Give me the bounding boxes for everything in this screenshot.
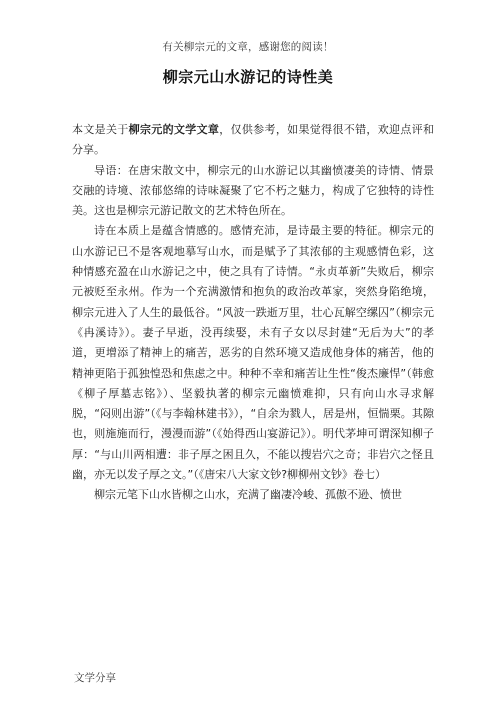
header-note: 有关柳宗元的文章，感谢您的阅读！	[162, 41, 334, 53]
intro-highlight: 柳宗元的文学文章	[128, 123, 220, 136]
body-paragraph: 导语：在唐宋散文中，柳宗元的山水游记以其幽愤凄美的诗情、情景交融的诗境、浓郁悠绵的诗味凝聚了它不朽之魅力，构成了它独特的诗性美。这也是柳宗元游记散文的艺术特色所在。	[72, 163, 434, 218]
intro-paragraph	[72, 120, 434, 161]
footer-note: 文学分享	[74, 672, 116, 684]
body-paragraph: 柳宗元笔下山水皆柳之山水，充满了幽凄冷峻、孤傲不逊、愤世	[94, 488, 402, 502]
document-body	[72, 120, 434, 506]
document-title: 柳宗元山水游记的诗性美	[162, 68, 334, 86]
body-paragraph: 诗在本质上是蕴含情感的。感情充沛，是诗最主要的特征。柳宗元的山水游记已不是客观地摹写山水，而是赋予了其浓郁的主观感情色彩，这种情感充盈在山水游记之中，使之具有了诗情。“永贞革新”失败后，柳宗元被贬至永州。作为一个充满激情和抱负的政治改革家，突然身陷绝境，柳宗元进入了人生的最低谷。“风波一跌逝万里，壮心瓦解空缧囚”（柳宗元《冉溪诗》）。妻子早逝，没再续娶，未有子女以尽封建“无后为大”的孝道，更增添了精神上的痛苦，恶劣的自然环境又造成他身体的痛苦，他的精神更陷于孤独惶恐和焦虑之中。种种不幸和痛苦让生性“俊杰廉悍”（韩愈《柳子厚墓志铭》）、坚毅执著的柳宗元幽愤难抑，只有向山水寻求解脱，“闷则出游”（《与李翰林建书》），“自余为戮人，居是州，恒惴栗。其隙也，则施施而行，漫漫而游”（《始得西山宴游记》）。明代茅坤可谓深知柳子厚：“与山川两相遭：非子厚之困且久，不能以搜岩穴之奇；非岩穴之怪且幽，亦无以发子厚之文。”（《唐宋八大家文钞?柳柳州文钞》卷七）	[72, 224, 434, 482]
intro-prefix: 本文是关于	[72, 123, 129, 136]
intro-suffix: ，仅供参考，如果觉得很不错，欢迎点评和分享。	[72, 123, 435, 157]
